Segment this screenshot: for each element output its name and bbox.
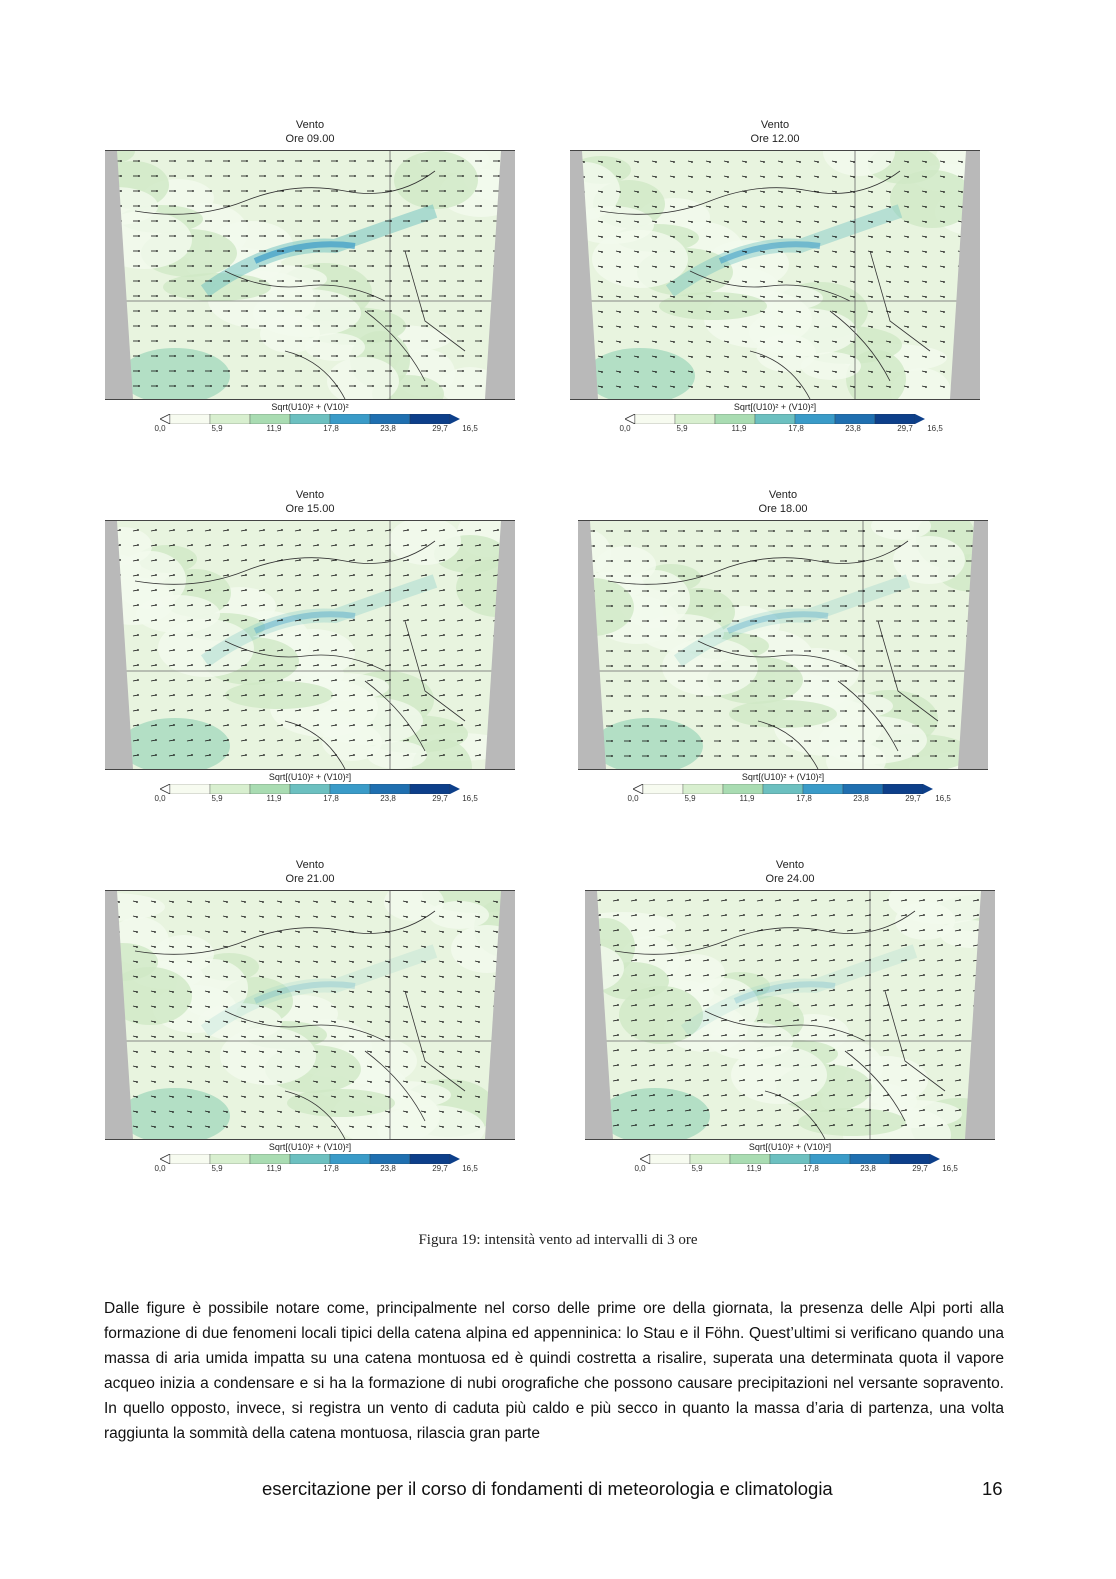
tick-label: 5,9 <box>691 1164 703 1173</box>
tick-label: 23,8 <box>845 424 861 433</box>
wind-map-panel-1800 <box>578 488 988 806</box>
panel-title: Vento <box>760 119 790 131</box>
reference-vector-label: 16,5 <box>935 794 951 803</box>
page-footer: esercitazione per il corso di fondamenti di meteorologia e climatologia <box>262 1478 833 1499</box>
panel-time: Ore 15.00 <box>285 503 335 515</box>
wind-map <box>585 890 995 1140</box>
tick-label: 17,8 <box>803 1164 819 1173</box>
tick-label: 23,8 <box>380 794 396 803</box>
tick-label: 0,0 <box>634 1164 646 1173</box>
tick-label: 11,9 <box>731 424 747 433</box>
tick-label: 23,8 <box>380 1164 396 1173</box>
tick-label: 29,7 <box>912 1164 928 1173</box>
panel-title: Vento <box>775 859 805 871</box>
colorbar-ticks <box>140 794 480 806</box>
panel-title: Vento <box>295 119 325 131</box>
panel-time: Ore 21.00 <box>285 873 335 885</box>
tick-label: 29,7 <box>432 424 448 433</box>
colorbar-ticks <box>140 424 480 436</box>
wind-map-panel-2100 <box>105 858 515 1176</box>
tick-label: 17,8 <box>323 794 339 803</box>
tick-label: 0,0 <box>154 424 166 433</box>
tick-label: 29,7 <box>897 424 913 433</box>
colorbar <box>160 1154 460 1164</box>
tick-label: 23,8 <box>380 424 396 433</box>
wind-map <box>105 520 515 770</box>
tick-label: 11,9 <box>266 794 282 803</box>
tick-label: 0,0 <box>627 794 639 803</box>
panel-title: Vento <box>768 489 798 501</box>
tick-label: 11,9 <box>266 424 282 433</box>
colorbar-label: Sqrt[(U10)² + (V10)²] <box>733 402 817 412</box>
tick-label: 5,9 <box>211 1164 223 1173</box>
wind-map-panel-1200 <box>570 118 980 436</box>
tick-label: 17,8 <box>323 1164 339 1173</box>
colorbar-ticks <box>605 424 945 436</box>
wind-map <box>105 890 515 1140</box>
colorbar-label: Sqrt[(U10)² + (V10)²] <box>748 1142 832 1152</box>
colorbar-label: Sqrt[(U10)² + (V10)²] <box>268 1142 352 1152</box>
panel-title: Vento <box>295 489 325 501</box>
colorbar-label: Sqrt[(U10)² + (V10)²] <box>741 772 825 782</box>
tick-label: 5,9 <box>211 424 223 433</box>
reference-vector-label: 16,5 <box>462 424 478 433</box>
panel-time: Ore 24.00 <box>765 873 815 885</box>
colorbar-ticks <box>140 1164 480 1176</box>
colorbar <box>160 414 460 424</box>
reference-vector-label: 16,5 <box>462 794 478 803</box>
tick-label: 23,8 <box>853 794 869 803</box>
tick-label: 29,7 <box>432 794 448 803</box>
colorbar <box>160 784 460 794</box>
wind-map-panel-1500 <box>105 488 515 806</box>
tick-label: 17,8 <box>796 794 812 803</box>
tick-label: 29,7 <box>905 794 921 803</box>
colorbar-ticks <box>620 1164 960 1176</box>
wind-map-panel-0900 <box>105 118 515 436</box>
panel-time: Ore 12.00 <box>750 133 800 145</box>
reference-vector-label: 16,5 <box>927 424 943 433</box>
tick-label: 23,8 <box>860 1164 876 1173</box>
panel-time: Ore 18.00 <box>758 503 808 515</box>
tick-label: 0,0 <box>154 794 166 803</box>
panel-time: Ore 09.00 <box>285 133 335 145</box>
reference-vector-label: 16,5 <box>942 1164 958 1173</box>
wind-map-panel-2400 <box>585 858 995 1176</box>
page-number: 16 <box>982 1478 1003 1499</box>
tick-label: 0,0 <box>619 424 631 433</box>
tick-label: 5,9 <box>684 794 696 803</box>
tick-label: 17,8 <box>323 424 339 433</box>
wind-map <box>578 520 988 770</box>
colorbar <box>640 1154 940 1164</box>
tick-label: 29,7 <box>432 1164 448 1173</box>
body-paragraph: Dalle figure è possibile notare come, principalmente nel corso delle prime ore della giornata, la presenza delle Alpi porti alla formazione di due fenomeni locali tipici della catena alpina ed appenninica: lo Stau e il Föhn. Quest’ultimi si verificano quando una massa di aria umida impatta su una catena montuosa ed è quindi costretta a risalire, superata una determinata quota il vapore acqueo inizia a condensare e si ha la formazione di nubi orografiche che possono causare precipitazioni nel versante sopravento. In quello opposto, invece, si registra un vento di caduta più caldo e più secco in quanto la massa d’aria di partenza, una volta raggiunta la sommità della catena montuosa, rilascia gran parte <box>104 1300 1004 1442</box>
tick-label: 11,9 <box>739 794 755 803</box>
tick-label: 5,9 <box>211 794 223 803</box>
tick-label: 11,9 <box>746 1164 762 1173</box>
tick-label: 0,0 <box>154 1164 166 1173</box>
tick-label: 5,9 <box>676 424 688 433</box>
tick-label: 17,8 <box>788 424 804 433</box>
colorbar-label: Sqrt(U10)² + (V10)² <box>271 402 349 412</box>
wind-map <box>570 150 980 400</box>
reference-vector-label: 16,5 <box>462 1164 478 1173</box>
wind-map <box>105 150 515 400</box>
tick-label: 11,9 <box>266 1164 282 1173</box>
colorbar-label: Sqrt[(U10)² + (V10)²] <box>268 772 352 782</box>
colorbar-ticks <box>613 794 953 806</box>
colorbar <box>625 414 925 424</box>
figure-caption: Figura 19: intensità vento ad intervalli di 3 ore <box>418 1232 698 1248</box>
colorbar <box>633 784 933 794</box>
panel-title: Vento <box>295 859 325 871</box>
